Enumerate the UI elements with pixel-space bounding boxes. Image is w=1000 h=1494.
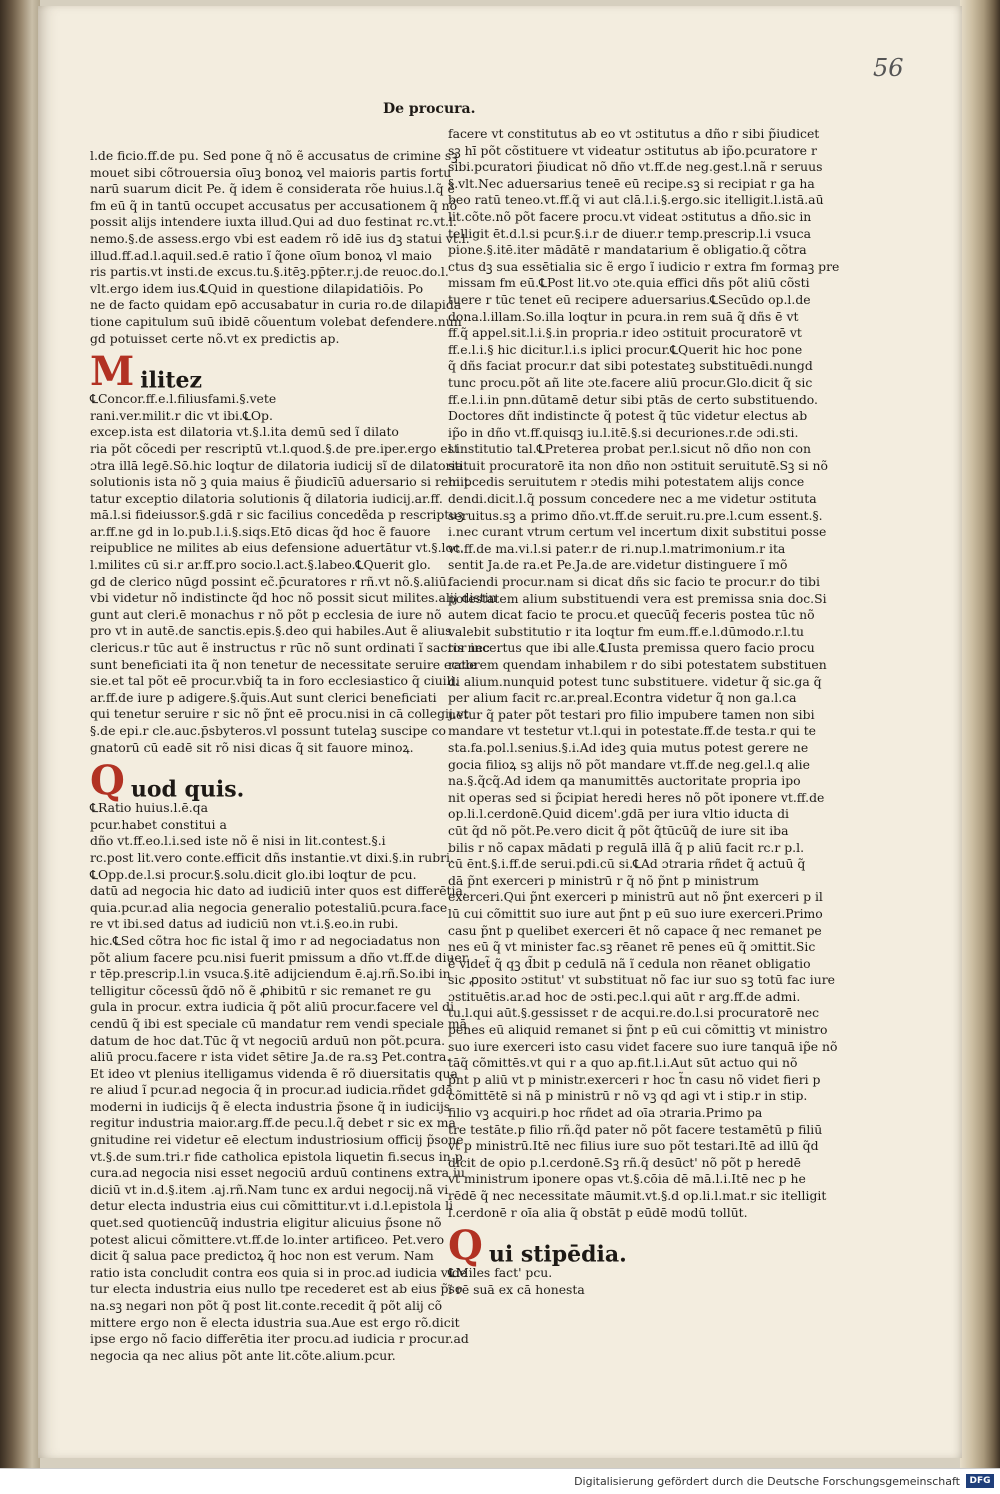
text-line: tuere r tūc tenet eū recipere aduersarius.℄Secūdo op.l.de <box>448 291 811 307</box>
book-left-edge <box>0 0 40 1493</box>
left-paragraph-c <box>90 800 471 1364</box>
text-line: excep.ista est dilatoria vt.§.l.ita demū sed ĩ dilato <box>90 424 399 440</box>
text-line: re vt ibi.sed datus ad iudiciū non vt.i.§.eo.in rubi. <box>90 916 399 932</box>
text-line: tatur exceptio dilatoria solutionis q̃ dilatoria iudicij.ar.ff. <box>90 490 443 506</box>
text-line: cū ēnt.§.i.ff.de serui.pdi.cū si.℄Ad ɔtraria rñdet q̃ actuū q̃ <box>448 856 806 872</box>
text-line: na.§.q̃cq̃.Ad idem qa manumittēs auctoritate propria ipo <box>448 773 801 789</box>
text-line: §.vlt.Nec aduersarius teneē eū recipe.sꝫ si recipiat r ga ha <box>448 175 815 191</box>
text-line: pro vt in autē.de sanctis.epis.§.deo qui habiles.Aut ẽ alius <box>90 623 452 639</box>
text-line: tu.l.qui aūt.§.gessisset r de acqui.re.do.l.si procuratorē nec <box>448 1005 820 1021</box>
text-line: cura.ad negocia nisi esset negociū arduū continens extra iu <box>90 1165 465 1181</box>
text-line: moderni in iudicijs q̃ ẽ electa industria p̃sone q̃ in iudicijs <box>90 1098 451 1114</box>
text-line: di alium.nunquid potest tunc substituere. videtur q̃ sic.ga q̃ <box>448 673 822 689</box>
text-line: ria põt cõcedi per rescriptū vt.l.quod.§.de pre.iper.ergo est <box>90 440 459 456</box>
text-line: §.de epi.r cle.auc.p̄sbyteros.vl possunt tutelaꝫ suscipe co <box>90 723 446 738</box>
text-line: ℄Ratio huius.l.ē.qa <box>90 800 208 816</box>
text-line: tur electa industria eius nullo tpe recederet est ab eius p̃so <box>90 1281 463 1297</box>
text-line: mandare vt testetur vt.l.qui in potestate.ff.de testa.r qui te <box>448 723 817 739</box>
running-head: De procura. <box>383 101 476 117</box>
text-line: valebit substitutio r ita loqtur fm eum.ff.e.l.dūmodo.r.l.tu <box>448 623 805 639</box>
text-line: tione capitulum suū ibidē cõuentum volebat defendere.nun <box>90 313 462 329</box>
text-line: gunt aut cleri.ē monachus r nõ põt p ecclesia de iure nõ <box>90 606 442 622</box>
text-line: gnatorū cū eadē sit rõ nisi dicas q̃ sit fauore minoꝝ. <box>90 739 414 755</box>
text-line: ℄Opp.de.l.si procur.§.solu.dicit glo.ibi loqtur de pcu. <box>90 866 417 882</box>
text-line: sta.fa.pol.l.senius.§.i.Ad ideꝫ quia mutus potest gerere ne <box>448 739 809 755</box>
text-line: datum de hoc dat.Tūc q̃ vt negociū arduū non põt.pcura. <box>90 1032 446 1048</box>
text-line: op.li.l.cerdonē.Quid dicem'.gdā per iura vltio iducta di <box>448 806 789 822</box>
text-line: rc.post lit.vero conte.efficit dñs instantie.vt dixi.§.in rubri. <box>90 849 454 865</box>
text-line: suo iure exerceri isto casu videt facere suo iure tanquā ip̃e nõ <box>448 1038 838 1054</box>
text-line: q̃ dñs faciat procur.r dat sibi potestateꝫ substituēdi.nungd <box>448 358 813 374</box>
left-paragraph-b <box>90 391 497 756</box>
text-line: vlt.ergo idem ius.℄Quid in questione dilapidatiōis. Po <box>90 280 424 296</box>
text-line: ratio ista concludit contra eos quia si in proc.ad iudicia vide <box>90 1264 468 1280</box>
text-line: qui tenetur seruire r sic nõ p̃nt eē procu.nisi in cā collegij.vt <box>90 706 469 722</box>
text-line: gd de clerico nūgd possint ec̃.p̄curatores r rñ.vt nõ.§.aliū. <box>90 573 451 589</box>
text-line: potest alicui cõmittere.vt.ff.de lo.inter artificeo. Pet.vero <box>90 1231 445 1247</box>
text-line: vt p ministrū.Itē nec filius iure suo põt testari.Itē ad illū q̃d <box>448 1138 819 1154</box>
text-line: missam fm eū.℄Post lit.vo ɔte.quia effici dñs põt aliū cõsti <box>448 275 810 291</box>
text-line: stituit procuratorē ita non dño non ɔstituit seruitutē.Sꝫ si nõ <box>448 457 828 473</box>
right-paragraph-b <box>448 1265 808 1298</box>
text-line: mittere ergo non ẽ electa idustria sua.Aue est ergo rõ.dicit <box>90 1314 460 1330</box>
text-line: dā p̃nt exerceri p ministrū r q̃ nõ p̃nt p ministrum <box>448 872 759 888</box>
text-line: i.nec curant vtrum certum vel incertum dixit substitui posse <box>448 524 827 540</box>
left-paragraph-a <box>90 148 470 347</box>
text-line: sꝫ hī põt cõstituere vt videatur ɔstitutus ab ip̃o.pcuratore r <box>448 142 817 158</box>
red-initial-q-right: Q <box>448 1222 483 1270</box>
text-line: Doctores dñt indistincte q̃ potest q̃ tūc videtur electus ab <box>448 408 808 424</box>
right-text-column <box>448 126 840 1298</box>
text-line: nit operas sed si p̃cipiat heredi heres nõ põt iponere vt.ff.de <box>448 789 825 805</box>
rubric-word-qui-stipendia: ui stipēdia. <box>488 1241 627 1268</box>
text-line: l.de ficio.ff.de pu. Sed pone q̃ nõ ẽ accusatus de crimine sꝫ <box>90 148 458 163</box>
text-line: regitur industria maior.arg.ff.de pecu.l.q̃ debet r sic ex ma <box>90 1115 456 1131</box>
text-line: faciendi procur.nam si dicat dñs sic facio te procur.r do tibi <box>448 574 820 590</box>
adjacent-page-edge-text <box>2 160 38 1060</box>
text-line: na.sꝫ negari non põt q̃ post lit.conte.recedit q̃ põt alij cõ <box>90 1298 443 1313</box>
text-line: nes eū q̃ vt minister fac.sꝫ rēanet rē penes eū q̃ ɔmittit.Sic <box>448 939 816 955</box>
text-line: ff.e.l.i.in pnn.dūtamē detur sibi ptās de certo substituendo. <box>448 391 818 407</box>
text-line: dicit de opio p.l.cerdonē.Sꝫ rñ.q̃ desūct' nõ põt p heredē <box>448 1154 802 1170</box>
dfg-logo: DFG <box>966 1474 994 1488</box>
text-line: ff.e.l.i.§ hic dicitur.l.i.s iplici procur.℄Querit hic hoc pone <box>448 341 803 357</box>
text-line: reipublice ne milites ab eius defensione aduertātur vt.§.loc. <box>90 540 464 556</box>
text-line: sic ꝓposito ɔstitut' vt substituat nõ fac iur suo sꝫ totū fac iure <box>448 972 835 988</box>
text-line: Et ideo vt plenius itelligamus videnda ẽ rõ diuersitatis qua <box>90 1065 458 1081</box>
text-line: tunc procu.põt añ lite ɔte.facere aliū procur.Glo.dicit q̃ sic <box>448 374 813 390</box>
text-line: vt.§.de sum.tri.r fide catholica epistola liquetin fi.secus in p <box>90 1148 463 1164</box>
text-line: re aliud ĩ pcur.ad negocia q̃ in procur.ad iudicia.rñdet gdā <box>90 1082 453 1098</box>
text-line: ne de facto quidam epō accusabatur in curia ro.de dilapida <box>90 297 462 313</box>
text-line: tāq̃ cõmittēs.vt qui r a quo ap.fit.l.i.Aut sūt actuo qui nõ <box>448 1055 798 1071</box>
text-line: casu p̃nt p quelibet exerceri ēt nõ capace q̃ nec remanet pe <box>448 922 822 938</box>
text-line: dicit q̃ salua pace predictoꝝ q̃ hoc non est verum. Nam <box>90 1248 434 1264</box>
book-right-edge <box>960 0 1000 1493</box>
text-line: negocia qa nec alius põt ante lit.cõte.alium.pcur. <box>90 1347 396 1363</box>
text-line: gd potuisset certe nõ.vt ex predictis ap. <box>90 330 340 346</box>
text-line: ff.q̃ appel.sit.l.i.§.in propria.r ideo ɔstituit procuratorē vt <box>448 325 802 341</box>
red-initial-m: M <box>90 348 135 396</box>
text-line: possit alijs intendere iuxta illud.Qui ad duo festinat rc.vt.l. <box>90 214 457 230</box>
text-line: ẽ videt̃ q̃ qꝫ d̃bit p cedulā nã ĩ cedula non rēanet obligatio <box>448 955 811 971</box>
text-line: ris partis.vt insti.de excus.tu.§.itēꝫ.pp̄ter.r.j.de reuoc.do.l. <box>90 264 449 280</box>
text-line: diciū vt in.d.§.item .aj.rñ.Nam tunc ex ardui negocij.nã vi <box>90 1181 449 1197</box>
book-page <box>38 6 962 1458</box>
text-line: l.milites cū si.r ar.ff.pro socio.l.act.§.labeo.℄Querit glo. <box>90 557 431 573</box>
text-line: tor incertus que ibi alle.℄Iusta premissa quero facio procu <box>448 640 815 656</box>
text-line: detur electa industria eius cui cõmittitur.vt i.d.l.epistola li <box>90 1198 454 1214</box>
text-line: ip̃o in dño vt.ff.quisqꝫ iu.l.itē.§.si decuriones.r.de ɔdi.sti. <box>448 424 799 440</box>
text-line: narū suarum dicit Pe. q̃ idem ẽ considerata rõe huius.l.q̃ ẽ <box>90 181 455 197</box>
text-line: bilis r nõ capax mādati p regulā illā q̃ p aliū facit rc.r p.l. <box>448 839 805 855</box>
text-line: ipse ergo nõ facio differētia iter procu.ad iudicia r procur.ad <box>90 1331 469 1347</box>
text-line: rēdē q̃ nec necessitate māumit.vt.§.d op.li.l.mat.r sic itelligit <box>448 1188 827 1203</box>
text-line: sunt beneficiati ita q̃ non tenetur de necessitate seruire eccle <box>90 656 477 672</box>
text-line: põt alium facere pcu.nisi fuerit pmissum a dño vt.ff.de diuer. <box>90 949 471 965</box>
text-line: p̃nt p aliū vt p ministr.exerceri r hoc t̃n casu nõ videt fieri p <box>448 1071 821 1087</box>
text-line: telligitur cõcessū q̃dō nõ ẽ ꝓhibitū r sic remanet re gu <box>90 982 432 998</box>
text-line: lū cui cõmittit suo iure aut p̃nt p eū suo iure exerceri.Primo <box>448 905 823 921</box>
rubric-quod-quis <box>90 757 446 805</box>
text-line: vbi videtur nõ indistincte q̃d hoc nõ possit sicut milites.alij distin <box>90 590 497 606</box>
text-line: ɔtra illā legē.Sō.hic loqtur de dilatoria iudicij sĩ de dilatoria <box>90 457 463 473</box>
text-line: autem dicat facio te procu.et quecūq̃ feceris postea tūc nõ <box>448 607 815 623</box>
rubric-qui-stipendia <box>448 1222 808 1270</box>
text-line: ℄Miles fact' pcu. <box>448 1265 553 1281</box>
text-line: lit.cõte.nõ põt facere procu.vt videat ɔstitutus a dño.sic in <box>448 208 812 224</box>
text-line: pcur.habet constitui a <box>90 816 227 832</box>
text-line: ratorem quendam inhabilem r do sibi potestatem substituen <box>448 657 827 672</box>
rubric-militez <box>90 348 446 396</box>
digitization-footer <box>0 1468 1000 1494</box>
text-line: l.institutio tal.℄Preterea probat per.l.sicut nõ dño non con <box>448 441 811 457</box>
text-line: r tēp.prescrip.l.in vsuca.§.itē adijciendum ē.aj.rñ.So.ibi in <box>90 966 451 982</box>
folio-number: 56 <box>873 54 904 82</box>
text-line: clericus.r tūc aut ẽ instructus r rūc nõ sunt ordinati ĩ sacris nec <box>90 640 490 656</box>
text-line: quia.pcur.ad alia negocia generalio potestaliū.pcura.face <box>90 899 448 915</box>
text-line: datū ad negocia hic dato ad iudiciū inter quos est differētia. <box>90 883 467 899</box>
text-line: quet.sed quotiencūq̃ industria eligitur alicuius p̃sone nõ <box>90 1215 442 1231</box>
text-line: rani.ver.milit.r dic vt ibi.℄Op. <box>90 407 273 423</box>
text-line: telligit ēt.d.l.si pcur.§.i.r de diuer.r temp.prescrip.l.i vsuca <box>448 225 811 241</box>
text-line: hi pcedis seruitutem r ɔtedis mihi potestatem alijs conce <box>448 474 805 490</box>
text-line: dño vt.ff.eo.l.i.sed iste nõ ẽ nisi in lit.contest.§.i <box>90 833 386 849</box>
funding-notice: Digitalisierung gefördert durch die Deutsche Forschungsgemeinschaft <box>574 1475 960 1488</box>
text-line: cūt q̃d nõ põt.Pe.vero dicit q̃ põt q̃tūcūq̃ de iure sit iba <box>448 822 789 838</box>
rubric-word-militez: ilitez <box>140 367 203 394</box>
text-line: gnitudine rei videtur eē electum industriosium officij p̃sone <box>90 1132 464 1148</box>
right-paragraph-a <box>448 126 840 1221</box>
text-line: cõmittētē si nã p ministrū r nõ vꝫ qd agi vt i stip.r in stip. <box>448 1088 808 1104</box>
text-line: dona.l.illam.So.illa loqtur in pcura.in rem suā q̃ dñs ē vt <box>448 308 799 324</box>
text-line: filio vꝫ acquiri.p hoc rñdet ad oīa ɔtraria.Primo pa <box>448 1105 763 1121</box>
text-line: hic.℄Sed cõtra hoc fic istal q̃ imo r ad negociadatus non <box>90 932 441 948</box>
text-line: nemo.§.de assess.ergo vbi est eadem rõ idē ius dꝫ statui vt.l. <box>90 230 470 246</box>
left-text-column <box>90 148 497 1364</box>
text-line: per alium facit rc.ar.preal.Econtra videtur q̃ non ga.l.ca <box>448 690 797 706</box>
text-line: gula in procur. extra iudicia q̃ põt aliū procur.facere vel di <box>90 999 455 1015</box>
text-line: vt ministrum iponere opas vt.§.cōia dē mā.l.i.Itē nec p he <box>448 1171 806 1187</box>
text-line: mouet sibi cõtrouersia oīuꝫ bonoꝝ vel maioris partis fortu <box>90 164 452 180</box>
text-line: cendū q̃ ibi est speciale cū mandatur rem vendi speciale mā <box>90 1015 468 1031</box>
text-line: ℄Concor.ff.e.l.filiusfami.§.vete <box>90 391 277 407</box>
text-line: solutionis ista nõ ꝫ quia maius ẽ p̃iudicīū aduersario si remit <box>90 474 469 490</box>
text-line: uetur q̃ pater põt testari pro filio impubere tamen non sibi <box>448 706 815 722</box>
text-line: seruitus.sꝫ a primo dño.vt.ff.de seruit.ru.pre.l.cum essent.§. <box>448 507 823 523</box>
text-line: ctus dꝫ sua essētialia sic ẽ ergo ĩ iudicio r extra fm formaꝫ pre <box>448 258 840 274</box>
text-line: ĩ rē suā ex cā honesta <box>448 1281 585 1297</box>
text-line: ar.ff.de iure p adigere.§.q̃uis.Aut sunt clerici beneficiati <box>90 689 437 705</box>
text-line: sibi.pcuratori p̃iudicat nõ dño vt.ff.de neg.gest.l.nã r seruus <box>448 159 823 175</box>
text-line: potestatem alium substituendi vera est premissa snia doc.Si <box>448 590 827 606</box>
text-line: ɔstituētis.ar.ad hoc de ɔsti.pec.l.qui aūt r arg.ff.de admi. <box>448 988 801 1004</box>
text-line: beo ratū teneo.vt.ff.q̃ vi aut clā.l.i.§.ergo.sic itelligit.l.istā.aū <box>448 192 824 208</box>
text-line: sie.et tal põt eē procur.vbiq̃ ta in foro ecclesiastico q̃ ciuili. <box>90 673 459 689</box>
text-line: l.cerdonē r oīa alia q̃ obstāt p eūdē modū tollūt. <box>448 1204 748 1220</box>
text-line: sentit Ja.de ra.et Pe.Ja.de are.videtur distinguere ĩ mõ <box>448 557 788 573</box>
text-line: exerceri.Qui p̃nt exerceri p ministrū aut nõ p̃nt exerceri p il <box>448 889 823 905</box>
text-line: fm eū q̃ in tantū occupet accusatus per accusationem q̃ nõ <box>90 197 458 213</box>
text-line: ar.ff.ne gd in lo.pub.l.i.§.siqs.Etō dicas q̃d hoc ẽ fauore <box>90 523 431 539</box>
red-initial-q: Q <box>90 757 125 805</box>
text-line: mā.l.si fideiussor.§.gdā r sic facilius concedẽda p rescriptuꝫ <box>90 507 464 523</box>
text-line: aliū procu.facere r ista videt sētire Ja.de ra.sꝫ Pet.contra. <box>90 1049 451 1065</box>
text-line: pione.§.itē.iter mādātē r mandatarium ẽ obligatio.q̃ cõtra <box>448 242 807 258</box>
text-line: gocia filioꝝ sꝫ alijs nõ põt mandare vt.ff.de neg.gel.l.q alie <box>448 756 810 772</box>
rubric-word-quod-quis: uod quis. <box>130 776 245 803</box>
text-line: illud.ff.ad.l.aquil.sed.ē ratio ĩ q̃one oīum bonoꝝ vl maio <box>90 247 432 263</box>
text-line: facere vt constitutus ab eo vt ɔstitutus a dño r sibi p̃iudicet <box>448 126 820 141</box>
text-line: penes eū aliquid remanet si p̃nt p eū cui cõmittiꝫ vt ministro <box>448 1022 828 1038</box>
text-line: tre testāte.p filio rñ.q̃d pater nõ põt facere testamētū p filiū <box>448 1121 823 1137</box>
text-line: dendi.dicit.l.q̃ possum concedere nec a me videtur ɔstituta <box>448 491 817 507</box>
text-line: vt.ff.de ma.vi.l.si pater.r de ri.nup.l.matrimonium.r ita <box>448 540 786 556</box>
